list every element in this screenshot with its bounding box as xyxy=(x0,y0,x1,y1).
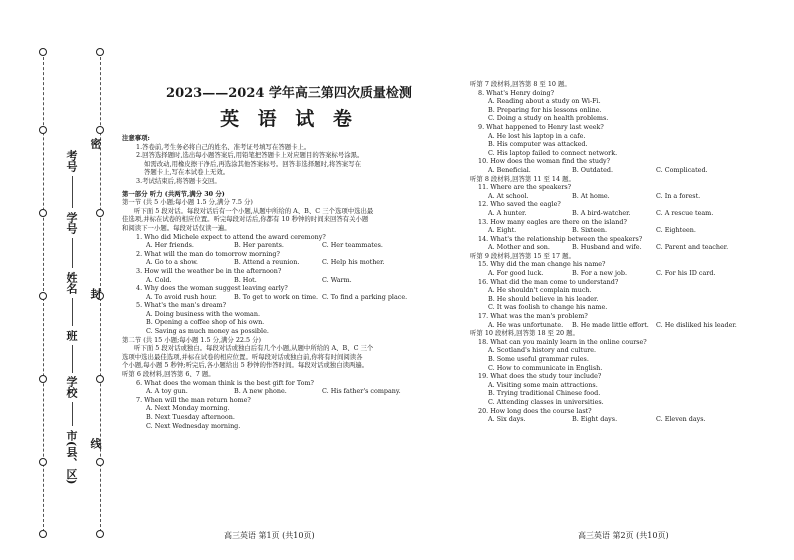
question-stem: 3. How will the weather be in the afternoon? xyxy=(136,266,282,275)
question-stem: 20. How long does the course last? xyxy=(478,406,592,415)
answer-option[interactable]: A. Her friends. xyxy=(146,241,194,250)
cut-mark-xian: 线 xyxy=(89,438,102,449)
binding-hole xyxy=(96,458,104,466)
answer-option[interactable]: B. He should believe in his leader. xyxy=(488,294,599,303)
subject-title: 英 语 试 卷 xyxy=(220,108,358,130)
answer-option[interactable]: C. His father's company. xyxy=(322,387,401,396)
answer-option[interactable]: C. Warm. xyxy=(322,275,352,284)
answer-option[interactable]: C. He disliked his leader. xyxy=(656,320,737,329)
answer-option[interactable]: A. Cold. xyxy=(146,275,172,284)
binding-hole xyxy=(39,458,47,466)
answer-option[interactable]: C. For his ID card. xyxy=(656,269,716,278)
material-instruction: 听第 7 段材料,回答第 8 至 10 题。 xyxy=(470,80,571,88)
question-stem: 11. Where are the speakers? xyxy=(478,183,572,192)
question-stem: 12. Who saved the eagle? xyxy=(478,200,561,209)
answer-options xyxy=(470,243,782,252)
notice-heading: 注意事项: xyxy=(122,134,150,142)
answer-option[interactable]: A. Beneficial. xyxy=(488,165,531,174)
question-stem: 1. Who did Michele expect to attend the award ceremony? xyxy=(136,232,326,241)
questions-6-7 xyxy=(122,379,458,431)
answer-option[interactable]: C. In a forest. xyxy=(656,191,701,200)
answer-option[interactable]: B. Preparing for his lessons online. xyxy=(488,105,602,114)
question-stem: 10. How does the woman find the study? xyxy=(478,157,611,166)
answer-option[interactable]: C. Attending classes in universities. xyxy=(488,397,604,406)
answer-option[interactable]: B. Some useful grammar rules. xyxy=(488,355,589,363)
section1-heading: 第一节 (共 5 小题;每小题 1.5 分,满分 7.5 分) xyxy=(122,198,253,207)
binding-field-school: 学校 xyxy=(65,376,78,398)
answer-option[interactable]: B. Trying traditional Chinese food. xyxy=(488,389,601,398)
question-stem: 19. What does the study tour include? xyxy=(478,372,602,381)
answer-option[interactable]: C. Saving as much money as possible. xyxy=(146,327,269,336)
footer-right: 高三英语 第2页 (共10页) xyxy=(578,531,669,540)
cut-mark-mi: 密 xyxy=(89,138,102,149)
notice-line: 3.考试结束后,将答题卡交回。 xyxy=(136,176,221,185)
answer-option[interactable]: B. Husband and wife. xyxy=(572,243,642,252)
answer-option[interactable]: B. Her parents. xyxy=(234,241,284,250)
answer-option[interactable]: A. A toy gun. xyxy=(146,387,188,396)
section1-intro: 佳选项,并标在试卷的相应位置。听完每段对话后,你都有 10 秒钟的时间来回答有关小题 xyxy=(122,215,369,224)
binding-line-school xyxy=(72,402,73,426)
answer-options xyxy=(122,241,458,250)
answer-option[interactable]: C. Eighteen. xyxy=(656,226,696,235)
answer-option[interactable]: A. A hunter. xyxy=(488,208,527,217)
binding-hole xyxy=(96,126,104,134)
question-stem: 6. What does the woman think is the best gift for Tom? xyxy=(136,378,314,387)
binding-line-kaohao xyxy=(72,176,73,208)
answer-option[interactable]: A. He lost his laptop in a cafe. xyxy=(488,131,586,140)
answer-option[interactable]: B. A new phone. xyxy=(234,387,287,396)
answer-options xyxy=(122,387,458,396)
answer-option[interactable]: A. To avoid rush hour. xyxy=(146,292,217,301)
section1-intro: 听下面 5 段对话。每段对话后有一个小题,从题中所给的 A、B、C 三个选项中选出最 xyxy=(134,206,374,215)
question-stem: 8. What's Henry doing? xyxy=(478,88,555,97)
answer-option[interactable]: B. His computer was attacked. xyxy=(488,140,588,149)
exam-title: 2023——2024 学年高三第四次质量检测 xyxy=(166,86,412,101)
answer-options xyxy=(470,226,782,235)
binding-field-city: 市(县、区) xyxy=(65,430,78,485)
answer-option[interactable]: B. A bird-watcher. xyxy=(572,208,631,217)
binding-hole xyxy=(39,209,47,217)
section2-intro: 听下面 5 段对话或独白。每段对话或独白后有几个小题,从题中所给的 A、B、C 三个 xyxy=(134,344,374,353)
binding-field-kaohao: 考号 xyxy=(65,150,78,172)
answer-option[interactable]: C. Eleven days. xyxy=(656,415,706,424)
answer-option[interactable]: B. At home. xyxy=(572,191,610,200)
answer-options xyxy=(470,415,782,424)
binding-hole xyxy=(39,292,47,300)
notice-line: 答题卡上,写在本试卷上无效。 xyxy=(144,168,230,177)
answer-options xyxy=(470,209,782,218)
right-column xyxy=(470,80,782,424)
question-stem: 7. When will the man return home? xyxy=(136,395,251,404)
question-stem: 9. What happened to Henry last week? xyxy=(478,122,604,131)
answer-option[interactable]: C. His laptop failed to connect network. xyxy=(488,148,618,157)
binding-hole xyxy=(39,375,47,383)
answer-option[interactable]: A. Scotland's history and culture. xyxy=(488,346,597,355)
answer-options xyxy=(470,269,782,278)
answer-option[interactable]: C. Her teammates. xyxy=(322,241,383,250)
questions-8-20 xyxy=(470,80,782,424)
answer-option[interactable]: A. Mother and son. xyxy=(488,243,550,252)
answer-option[interactable]: C. Parent and teacher. xyxy=(656,243,729,252)
question-stem: 16. What did the man come to understand? xyxy=(478,277,619,286)
material-instruction: 听第 9 段材料,回答第 15 至 17 题。 xyxy=(470,251,575,260)
material-instruction: 听第 8 段材料,回答第 11 至 14 题。 xyxy=(470,174,575,183)
answer-option[interactable]: A. Next Monday morning. xyxy=(146,404,230,413)
answer-options xyxy=(470,166,782,175)
answer-option[interactable]: A. Doing business with the woman. xyxy=(146,309,261,318)
notice-line: 如需改动,用橡皮擦干净后,再选涂其他答案标号。回答非选择题时,将答案写在 xyxy=(144,159,361,168)
answer-option[interactable]: A. Reading about a study on Wi-Fi. xyxy=(488,97,601,106)
answer-option[interactable]: C. How to communicate in English. xyxy=(488,363,603,372)
answer-option[interactable]: B. He made little effort. xyxy=(572,320,649,329)
section1-intro: 和阅读下一小题。每段对话仅读一遍。 xyxy=(122,223,231,232)
binding-hole xyxy=(39,530,47,538)
answer-option[interactable]: A. He shouldn't complain much. xyxy=(488,286,592,295)
question-stem: 17. What was the man's problem? xyxy=(478,312,588,321)
answer-options xyxy=(470,321,782,330)
answer-option[interactable]: A. Eight. xyxy=(488,226,517,235)
binding-hole xyxy=(96,209,104,217)
answer-option[interactable]: B. Sixteen. xyxy=(572,226,608,235)
answer-option[interactable]: A. Six days. xyxy=(488,415,526,424)
binding-hole xyxy=(39,48,47,56)
binding-line-xuehao xyxy=(72,238,73,268)
material-instruction: 听第 10 段材料,回答第 18 至 20 题。 xyxy=(470,329,579,338)
answer-option[interactable]: A. Go to a show. xyxy=(146,258,198,267)
answer-option[interactable]: C. It was foolish to change his name. xyxy=(488,303,608,312)
answer-option[interactable]: C. Help his mother. xyxy=(322,258,385,267)
answer-option[interactable]: A. Visiting some main attractions. xyxy=(488,380,598,389)
answer-options xyxy=(122,258,458,267)
answer-option[interactable]: B. To get to work on time. xyxy=(234,292,319,301)
section2-heading: 第二节 (共 15 小题;每小题 1.5 分,满分 22.5 分) xyxy=(122,335,261,344)
answer-option[interactable]: B. For a new job. xyxy=(572,269,627,278)
question-stem: 15. Why did the man change his name? xyxy=(478,260,606,269)
binding-field-class: 班 xyxy=(65,330,78,341)
binding-hole xyxy=(96,375,104,383)
question-stem: 4. Why does the woman suggest leaving early? xyxy=(136,284,288,293)
question-stem: 2. What will the man do tomorrow morning? xyxy=(136,249,280,258)
answer-option[interactable]: B. Eight days. xyxy=(572,415,618,424)
part1-heading: 第一部分 听力 (共两节,满分 30 分) xyxy=(122,189,225,198)
section2-intro: 个小题,每小题 5 秒钟;听完后,各小题给出 5 秒钟的作答时间。每段对话或独白读两遍。 xyxy=(122,361,369,370)
answer-option[interactable]: C. To find a parking place. xyxy=(322,292,408,301)
answer-option[interactable]: C. A rescue team. xyxy=(656,208,714,217)
binding-line-class xyxy=(72,345,73,373)
answer-option[interactable]: B. Opening a coffee shop of his own. xyxy=(146,318,265,327)
section2-intro: 选项中选出最佳选项,并标在试卷的相应位置。听每段对话或独白前,你将有时间阅读各 xyxy=(122,352,363,361)
notice-line: 2.回答选择题时,选出每小题答案后,用铅笔把答题卡上对应题目的答案标号涂黑。 xyxy=(136,151,364,160)
question-stem: 5. What's the man's dream? xyxy=(136,301,227,310)
binding-hole xyxy=(96,48,104,56)
binding-hole xyxy=(96,530,104,538)
answer-options xyxy=(122,276,458,285)
answer-option[interactable]: C. Doing a study on health problems. xyxy=(488,114,609,123)
answer-option[interactable]: B. Hot. xyxy=(234,275,257,284)
binding-field-name: 姓名 xyxy=(65,272,78,294)
answer-option[interactable]: B. Attend a reunion. xyxy=(234,258,300,267)
questions-1-5 xyxy=(122,233,458,336)
footer-left: 高三英语 第1页 (共10页) xyxy=(224,531,315,540)
binding-field-xuehao: 学号 xyxy=(65,212,78,234)
answer-options xyxy=(470,192,782,201)
question-stem: 18. What can you mainly learn in the online course? xyxy=(478,337,647,346)
answer-option[interactable]: A. For good luck. xyxy=(488,269,544,278)
question-stem: 14. What's the relationship between the speakers? xyxy=(478,234,643,243)
answer-options xyxy=(122,293,458,302)
answer-option[interactable]: A. He was unfortunate. xyxy=(488,320,564,329)
question-stem: 13. How many eagles are there on the island? xyxy=(478,217,627,226)
answer-option[interactable]: C. Next Wednesday morning. xyxy=(146,421,241,430)
answer-option[interactable]: B. Outdated. xyxy=(572,165,614,174)
binding-line-name xyxy=(72,298,73,326)
notice-line: 1.答卷前,考生务必将自己的姓名、准考证号填写在答题卡上。 xyxy=(136,142,311,151)
cut-mark-feng: 封 xyxy=(89,288,102,299)
answer-option[interactable]: A. At school. xyxy=(488,191,529,200)
section2-intro: 听第 6 段材料,回答第 6、7 题。 xyxy=(122,370,215,379)
answer-option[interactable]: B. Next Tuesday afternoon. xyxy=(146,413,235,421)
answer-option[interactable]: C. Complicated. xyxy=(656,165,708,174)
binding-hole xyxy=(39,126,47,134)
left-column xyxy=(122,134,458,430)
